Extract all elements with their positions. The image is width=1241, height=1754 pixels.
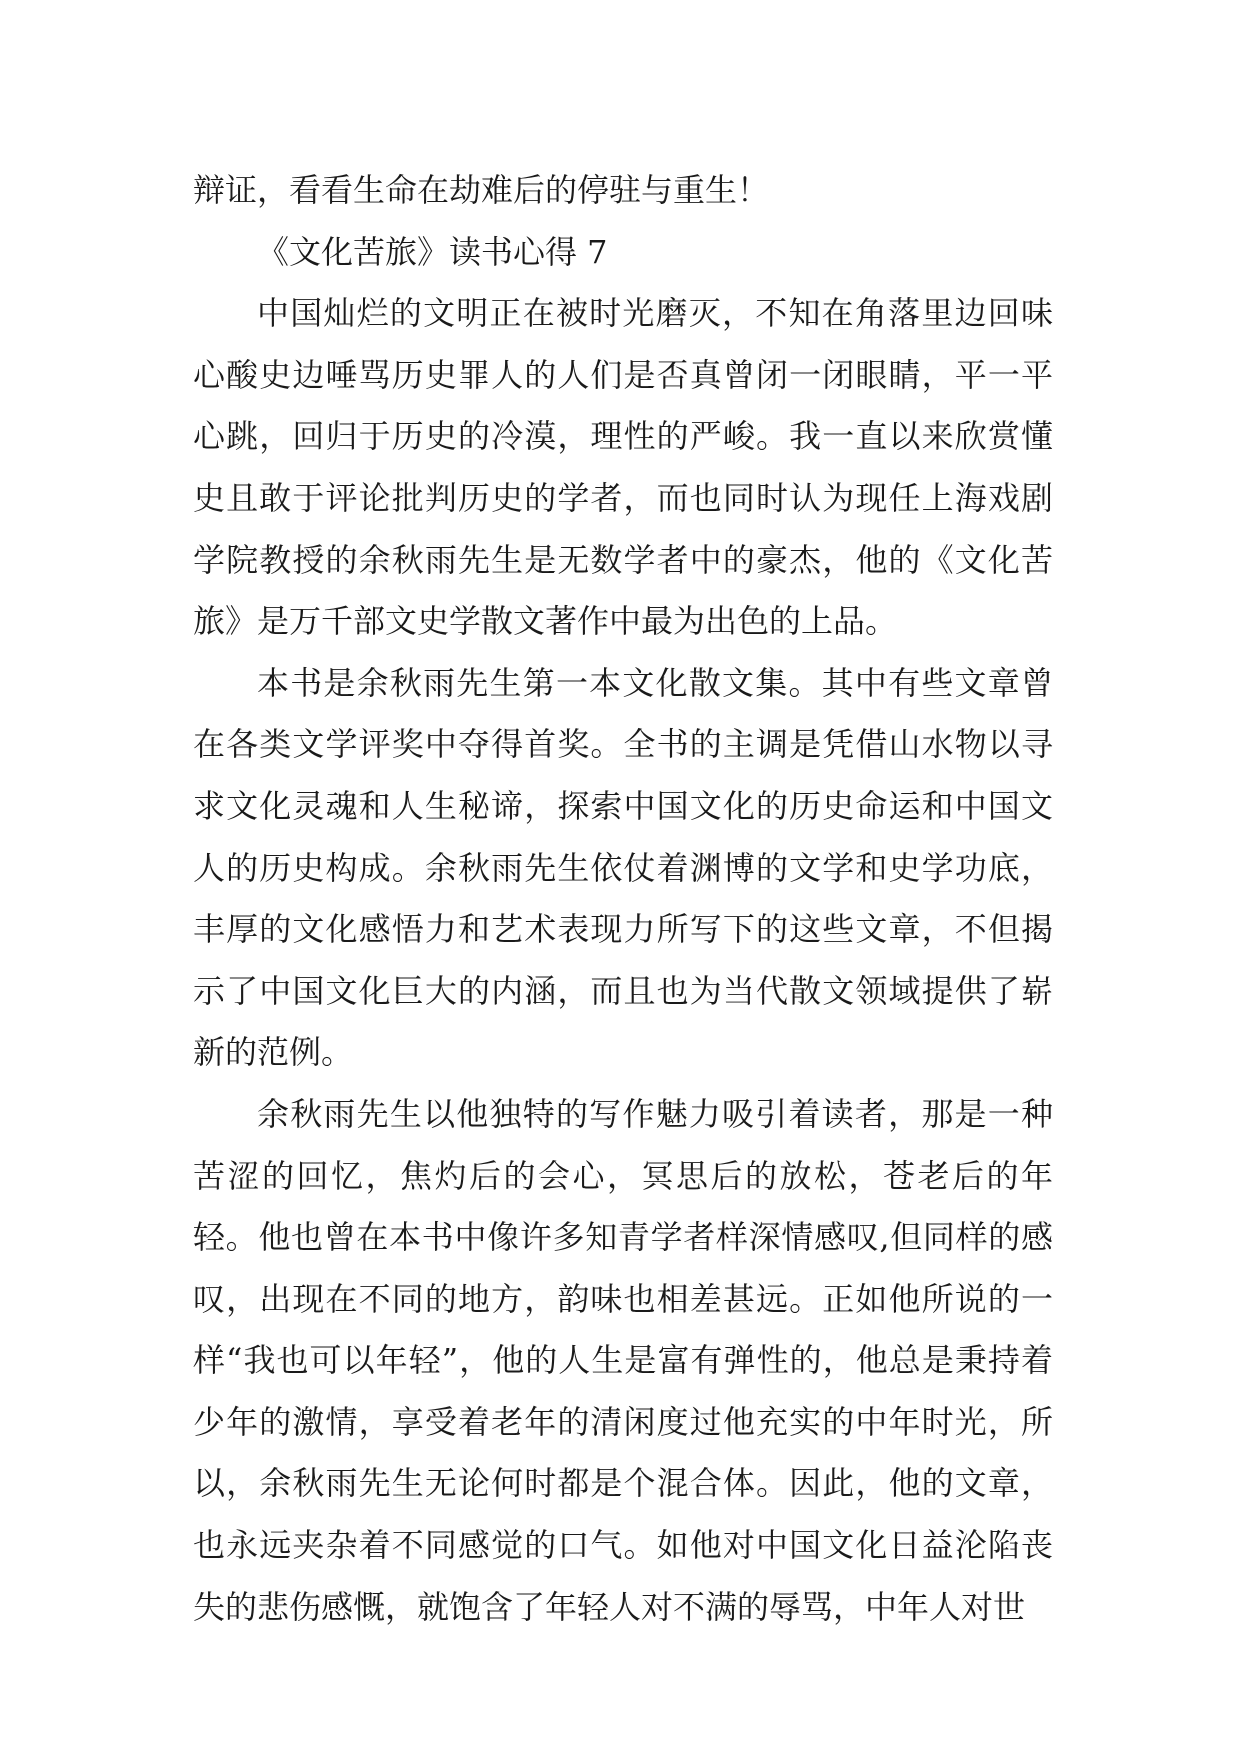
paragraph: 中国灿烂的文明正在被时光磨灭，不知在角落里边回味心酸史边唾骂历史罪人的人们是否真曾闭一闭眼睛，平一平心跳，回归于历史的冷漠，理性的严峻。我一直以来欣赏懂史且敢于评论批判历史的学者，而也同时认为现任上海戏剧学院教授的余秋雨先生是无数学者中的豪杰，他的《文化苦旅》是万千部文史学散文著作中最为出色的上品。 <box>193 294 1053 641</box>
body-text <box>193 160 1053 1638</box>
section-heading: 《文化苦旅》读书心得 7 <box>257 232 608 271</box>
paragraph: 余秋雨先生以他独特的写作魅力吸引着读者，那是一种苦涩的回忆，焦灼后的会心，冥思后的放松，苍老后的年轻。他也曾在本书中像许多知青学者样深情感叹,但同样的感叹，出现在不同的地方，韵味也相差甚远。正如他所说的一样“我也可以年轻”，他的人生是富有弹性的，他总是秉持着少年的激情，享受着老年的清闲度过他充实的中年时光，所以，余秋雨先生无论何时都是个混合体。因此，他的文章，也永远夹杂着不同感觉的口气。如他对中国文化日益沦陷丧失的悲伤感慨，就饱含了年轻人对不满的辱骂，中年人对世 <box>193 1094 1053 1626</box>
paragraph-continuation: 辩证，看看生命在劫难后的停驻与重生！ <box>193 171 770 209</box>
paragraph: 本书是余秋雨先生第一本文化散文集。其中有些文章曾在各类文学评奖中夺得首奖。全书的主调是凭借山水物以寻求文化灵魂和人生秘谛，探索中国文化的历史命运和中国文人的历史构成。余秋雨先生依仗着渊博的文学和史学功底，丰厚的文化感悟力和艺术表现力所写下的这些文章，不但揭示了中国文化巨大的内涵，而且也为当代散文领域提供了崭新的范例。 <box>193 663 1053 1072</box>
